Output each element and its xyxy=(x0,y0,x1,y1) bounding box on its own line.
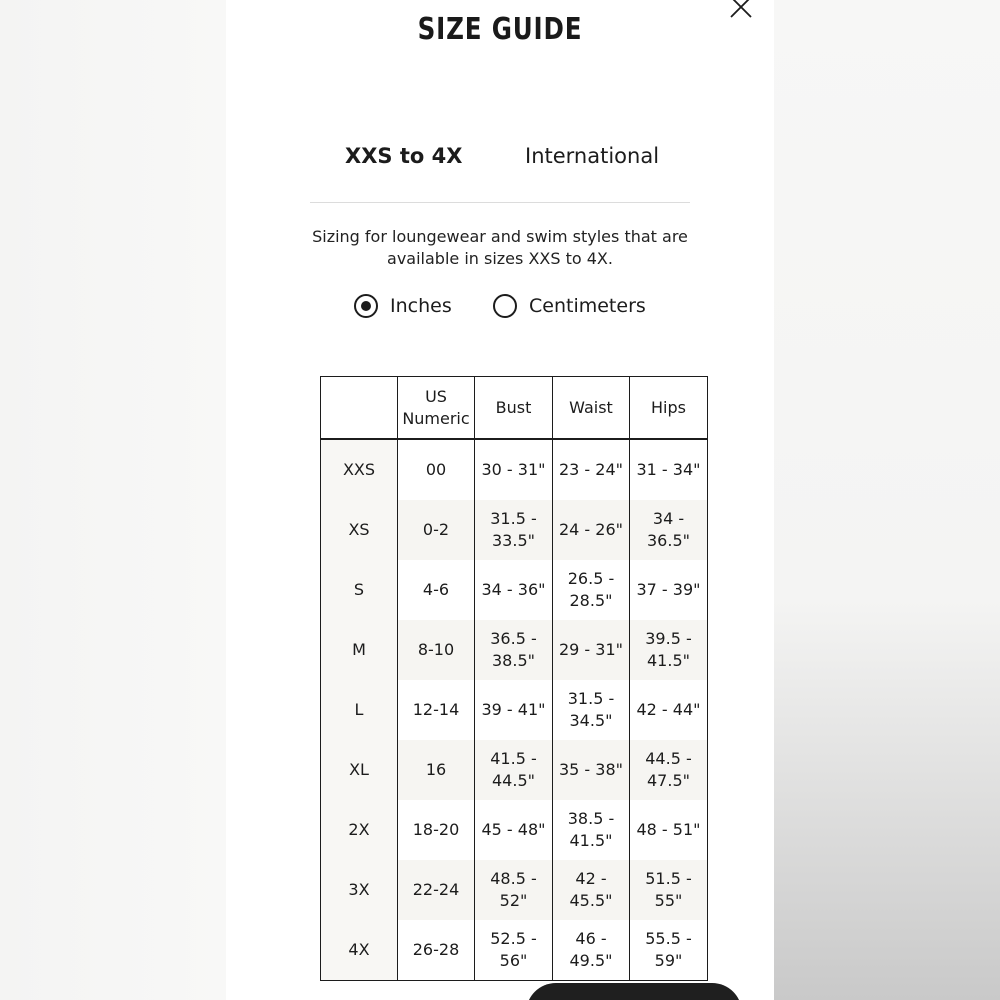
waist-cell: 24 - 26" xyxy=(553,500,630,560)
radio-centimeters-label: Centimeters xyxy=(529,295,646,317)
waist-cell: 35 - 38" xyxy=(553,740,630,800)
radio-checked-icon xyxy=(354,294,378,318)
tab-xxs-to-4x[interactable]: XXS to 4X xyxy=(345,144,463,168)
hips-cell: 44.5 - 47.5" xyxy=(630,740,708,800)
size-guide-modal xyxy=(226,0,774,1000)
us-numeric-cell: 18-20 xyxy=(398,800,475,860)
bust-cell: 41.5 - 44.5" xyxy=(475,740,553,800)
size-cell: XXS xyxy=(321,439,398,500)
bust-cell: 48.5 - 52" xyxy=(475,860,553,920)
us-numeric-cell: 26-28 xyxy=(398,920,475,981)
close-button[interactable] xyxy=(728,0,754,20)
radio-inches[interactable] xyxy=(354,291,452,321)
bust-cell: 36.5 - 38.5" xyxy=(475,620,553,680)
bust-cell: 52.5 - 56" xyxy=(475,920,553,981)
modal-title: SIZE GUIDE xyxy=(417,12,583,47)
size-cell: S xyxy=(321,560,398,620)
waist-cell: 31.5 - 34.5" xyxy=(553,680,630,740)
waist-cell: 42 - 45.5" xyxy=(553,860,630,920)
us-numeric-cell: 12-14 xyxy=(398,680,475,740)
table-row xyxy=(321,500,708,560)
size-chart-table xyxy=(320,376,708,981)
waist-cell: 26.5 - 28.5" xyxy=(553,560,630,620)
hips-cell: 55.5 - 59" xyxy=(630,920,708,981)
bust-cell: 34 - 36" xyxy=(475,560,553,620)
hips-cell: 31 - 34" xyxy=(630,439,708,500)
table-row xyxy=(321,560,708,620)
header-us-numeric: US Numeric xyxy=(398,377,475,440)
table-row xyxy=(321,860,708,920)
us-numeric-cell: 16 xyxy=(398,740,475,800)
bust-cell: 39 - 41" xyxy=(475,680,553,740)
waist-cell: 23 - 24" xyxy=(553,439,630,500)
table-row xyxy=(321,439,708,500)
radio-unchecked-icon xyxy=(493,294,517,318)
backdrop-right xyxy=(774,0,1000,1000)
waist-cell: 29 - 31" xyxy=(553,620,630,680)
table-header-row xyxy=(321,377,708,440)
us-numeric-cell: 22-24 xyxy=(398,860,475,920)
bust-cell: 30 - 31" xyxy=(475,439,553,500)
hips-cell: 34 - 36.5" xyxy=(630,500,708,560)
bust-cell: 31.5 - 33.5" xyxy=(475,500,553,560)
table-row xyxy=(321,800,708,860)
sizing-description: Sizing for loungewear and swim styles that are available in sizes XXS to 4X. xyxy=(312,227,688,268)
tab-international[interactable]: International xyxy=(525,144,660,168)
hips-cell: 37 - 39" xyxy=(630,560,708,620)
size-cell: XS xyxy=(321,500,398,560)
waist-cell: 46 - 49.5" xyxy=(553,920,630,981)
hips-cell: 39.5 - 41.5" xyxy=(630,620,708,680)
table-row xyxy=(321,920,708,981)
size-tabs xyxy=(310,138,690,203)
bust-cell: 45 - 48" xyxy=(475,800,553,860)
size-cell: 3X xyxy=(321,860,398,920)
header-bust: Bust xyxy=(475,377,553,440)
close-icon xyxy=(728,0,754,20)
us-numeric-cell: 00 xyxy=(398,439,475,500)
radio-centimeters[interactable] xyxy=(493,291,646,321)
size-cell: 2X xyxy=(321,800,398,860)
backdrop-left xyxy=(0,0,226,1000)
size-cell: 4X xyxy=(321,920,398,981)
hips-cell: 51.5 - 55" xyxy=(630,860,708,920)
header-size xyxy=(321,377,398,440)
hips-cell: 48 - 51" xyxy=(630,800,708,860)
us-numeric-cell: 4-6 xyxy=(398,560,475,620)
waist-cell: 38.5 - 41.5" xyxy=(553,800,630,860)
header-waist: Waist xyxy=(553,377,630,440)
size-cell: L xyxy=(321,680,398,740)
header-hips: Hips xyxy=(630,377,708,440)
table-row xyxy=(321,740,708,800)
size-cell: XL xyxy=(321,740,398,800)
radio-inches-label: Inches xyxy=(390,295,452,317)
us-numeric-cell: 0-2 xyxy=(398,500,475,560)
table-row xyxy=(321,620,708,680)
hips-cell: 42 - 44" xyxy=(630,680,708,740)
table-row xyxy=(321,680,708,740)
bottom-action-button[interactable] xyxy=(526,983,742,1000)
us-numeric-cell: 8-10 xyxy=(398,620,475,680)
size-cell: M xyxy=(321,620,398,680)
